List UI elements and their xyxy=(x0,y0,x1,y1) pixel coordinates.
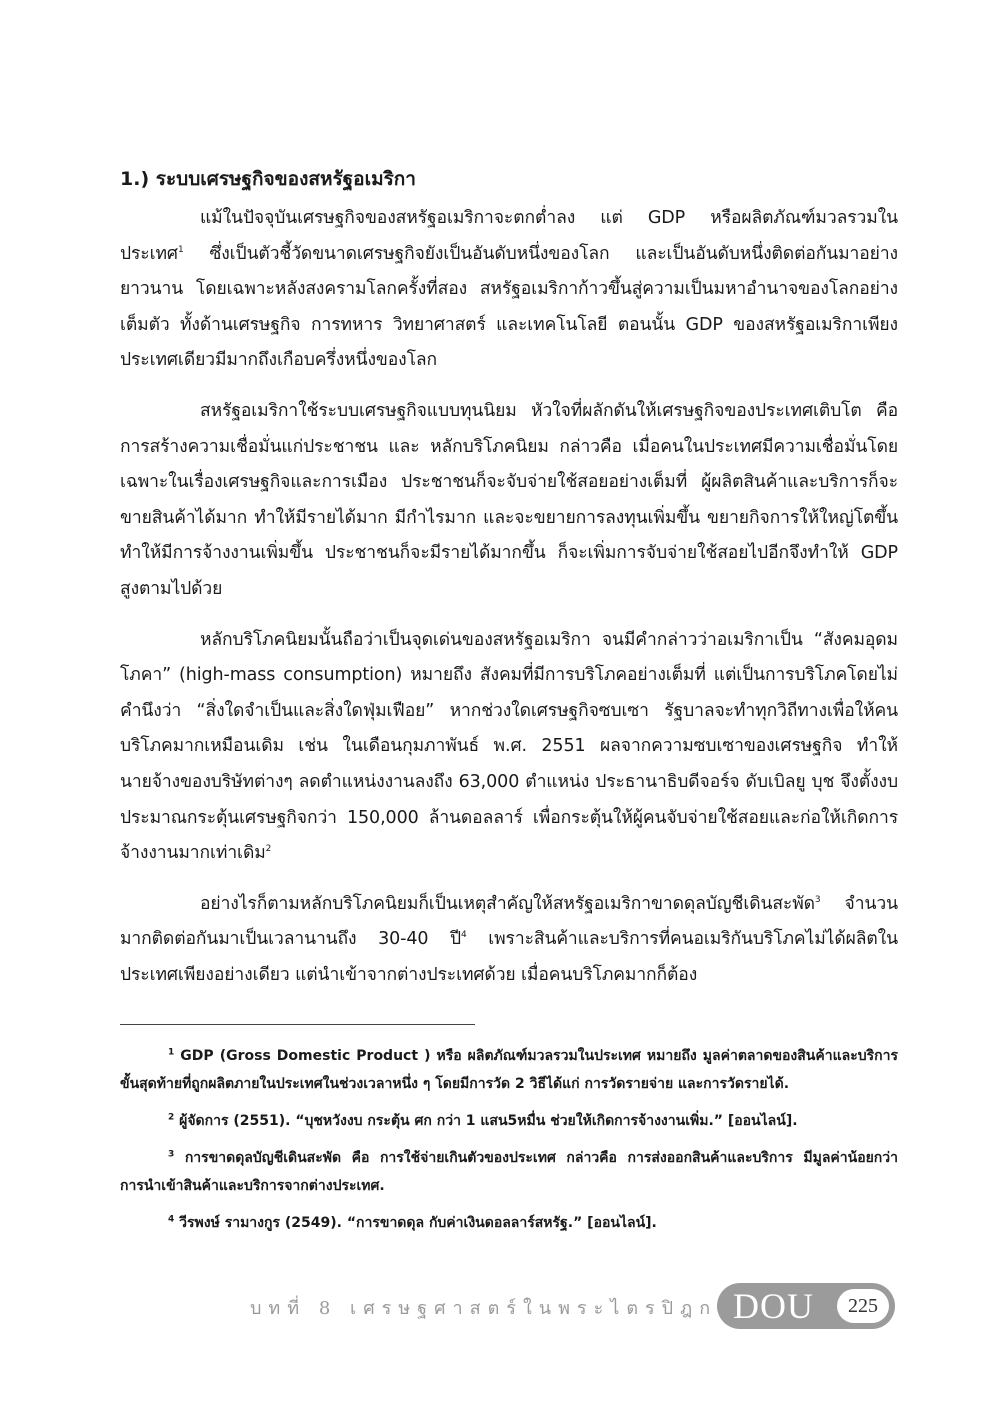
footnote-number: 2 xyxy=(168,1112,175,1123)
footnote-4 xyxy=(120,1209,898,1237)
footnote-text: วีรพงษ์ รามางกูร (2549). “การขาดดุล กับค่าเงินดอลลาร์สหรัฐ.” [ออนไลน์]. xyxy=(174,1215,657,1231)
page-footer xyxy=(250,1283,900,1333)
paragraph-1 xyxy=(120,201,898,379)
footnote-1 xyxy=(120,1042,898,1098)
footnote-ref[interactable]: 1 xyxy=(177,244,184,255)
footnote-ref[interactable]: 3 xyxy=(814,894,821,905)
body-content xyxy=(120,163,898,1008)
footnote-number: 1 xyxy=(168,1047,175,1058)
dou-logo xyxy=(717,1283,895,1329)
footnote-divider xyxy=(120,1024,475,1025)
footnote-text: การขาดดุลบัญชีเดินสะพัด คือ การใช้จ่ายเกินตัวของประเทศ กล่าวคือ การส่งออกสินค้าและบริการ มีมูลค่าน้อยกว่า การนำเข้าสินค้าและบริการจากต่างประเทศ. xyxy=(120,1150,898,1194)
footnotes xyxy=(120,1042,898,1246)
paragraph-text: อย่างไรก็ตามหลักบริโภคนิยมก็เป็นเหตุสำคัญให้สหรัฐอเมริกาขาดดุลบัญชีเดินสะพัด xyxy=(200,893,815,914)
footnote-3 xyxy=(120,1144,898,1200)
paragraph-text: สหรัฐอเมริกาใช้ระบบเศรษฐกิจแบบทุนนิยม หัวใจที่ผลักดันให้เศรษฐกิจของประเทศเติบโต คือ การสร้างความเชื่อมั่นแก่ประชาชน และ หลักบริโภคนิยม กล่าวคือ เมื่อคนในประเทศมีความเชื่อมั่นโดยเฉพาะในเรื่องเศรษฐกิจและการเมือง ประชาชนก็จะจับจ่ายใช้สอยอย่างเต็มที่ ผู้ผลิตสินค้าและบริการก็จะขายสินค้าได้มาก ทำให้มีรายได้มาก มีกำไรมาก และจะขยายการลงทุนเพิ่มขึ้น ขยายกิจการให้ใหญ่โตขึ้น ทำให้มีการจ้างงานเพิ่มขึ้น ประชาชนก็จะมีรายได้มากขึ้น ก็จะเพิ่มการจับจ่ายใช้สอยไปอีกจึงทำให้ GDP สูงตามไปด้วย xyxy=(120,400,898,599)
paragraph-4 xyxy=(120,887,898,994)
paragraph-3 xyxy=(120,623,898,872)
footnote-text: GDP (Gross Domestic Product ) หรือ ผลิตภัณฑ์มวลรวมในประเทศ หมายถึง มูลค่าตลาดของสินค้าและบริการขั้นสุดท้ายที่ถูกผลิตภายในประเทศในช่วงเวลาหนึ่ง ๆ โดยมีการวัด 2 วิธีได้แก่ การวัดรายจ่าย และการวัดรายได้. xyxy=(120,1048,898,1092)
paragraph-text: จำนวนมากติดต่อกันมาเป็นเวลานานถึง 30-40 ปี xyxy=(120,893,898,950)
chapter-title: บทที่ 8 เศรษฐศาสตร์ในพระไตรปิฎก xyxy=(250,1298,718,1319)
footnote-number: 3 xyxy=(168,1149,175,1160)
footnote-number: 4 xyxy=(168,1214,175,1225)
logo-text: DOU xyxy=(733,1286,814,1326)
footnote-2 xyxy=(120,1107,898,1135)
page-number: 225 xyxy=(837,1289,889,1323)
paragraph-text: หลักบริโภคนิยมนั้นถือว่าเป็นจุดเด่นของสหรัฐอเมริกา จนมีคำกล่าวว่าอเมริกาเป็น “สังคมอุดมโภคา” (high-mass consumption) หมายถึง สังคมที่มีการบริโภคอย่างเต็มที่ แต่เป็นการบริโภคโดยไม่คำนึงว่า “สิ่งใดจำเป็นและสิ่งใดฟุ่มเฟือย” หากช่วงใดเศรษฐกิจซบเซา รัฐบาลจะทำทุกวิถีทางเพื่อให้คนบริโภคมากเหมือนเดิม เช่น ในเดือนกุมภาพันธ์ พ.ศ. 2551 ผลจากความซบเซาของเศรษฐกิจ ทำให้นายจ้างของบริษัทต่างๆ ลดตำแหน่งงานลงถึง 63,000 ตำแหน่ง ประธานาธิบดีจอร์จ ดับเบิลยู บุช จึงตั้งงบประมาณกระตุ้นเศรษฐกิจกว่า 150,000 ล้านดอลลาร์ เพื่อกระตุ้นให้ผู้คนจับจ่ายใช้สอยและก่อให้เกิดการจ้างงานมากเท่าเดิม xyxy=(120,629,898,864)
paragraph-2 xyxy=(120,394,898,608)
paragraph-text: แม้ในปัจจุบันเศรษฐกิจของสหรัฐอเมริกาจะตกต่ำลง แต่ GDP หรือผลิตภัณฑ์มวลรวมในประเทศ xyxy=(120,208,898,264)
paragraph-text: เพราะสินค้าและบริการที่คนอเมริกันบริโภคไม่ได้ผลิตในประเทศเพียงอย่างเดียว แต่นำเข้าจากต่างประเทศด้วย เมื่อคนบริโภคมากก็ต้อง xyxy=(120,929,898,985)
footnote-ref[interactable]: 2 xyxy=(265,844,272,855)
section-heading: 1.) ระบบเศรษฐกิจของสหรัฐอเมริกา xyxy=(120,168,416,190)
footnote-ref[interactable]: 4 xyxy=(461,930,467,941)
footnote-text: ผู้จัดการ (2551). “บุชหวังงบ กระตุ้น ศก กว่า 1 แสน5หมื่น ช่วยให้เกิดการจ้างงานเพิ่ม.” [ออนไลน์]. xyxy=(174,1113,798,1129)
paragraph-text: ซึ่งเป็นตัวชี้วัดขนาดเศรษฐกิจยังเป็นอันดับหนึ่งของโลก และเป็นอันดับหนึ่งติดต่อกันมาอย่างยาวนาน โดยเฉพาะหลังสงครามโลกครั้งที่สอง สหรัฐอเมริกาก้าวขึ้นสู่ความเป็นมหาอำนาจของโลกอย่างเต็มตัว ทั้งด้านเศรษฐกิจ การทหาร วิทยาศาสตร์ และเทคโนโลยี ตอนนั้น GDP ของสหรัฐอเมริกาเพียงประเทศเดียวมีมากถึงเกือบครึ่งหนึ่งของโลก xyxy=(120,243,898,371)
